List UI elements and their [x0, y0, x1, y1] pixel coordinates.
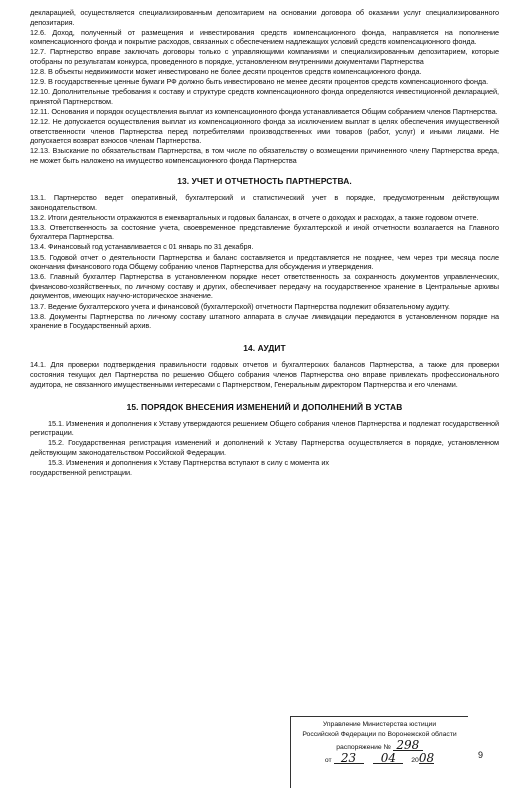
section-14-body [30, 360, 499, 389]
paragraph: 15.3. Изменения и дополнения к Уставу Партнерства вступают в силу с момента их государственной регистрации. [30, 457, 329, 477]
stamp-year: 08 [418, 751, 435, 765]
stamp-year-prefix: 20 [411, 757, 419, 764]
stamp-line: Управление Министерства юстиции [322, 721, 437, 728]
paragraph: 13.2. Итоги деятельности отражаются в ежеквартальных и годовых балансах, в отчете о доходах и расходах, а также годовом отчете. [30, 212, 479, 222]
section-13-heading: 13. УЧЕТ И ОТЧЕТНОСТЬ ПАРТНЕРСТВА. [177, 176, 352, 186]
stamp-month: 04 [373, 753, 403, 764]
paragraph: 14.1. Для проверки подтверждения правильности годовых отчетов и бухгалтерских балансов Партнерства, а также для проверки состояния текущих дел Партнерства по решению Общего собрания членов Партнерства оно вправе привлекать профессионального аудитора, не связанного имущественными интересами с Партнерством, Генеральным директором Партнерства и его членами. [30, 360, 499, 389]
paragraph: 12.12. Не допускается осуществления выплат из компенсационного фонда за исключением выплат в целях обеспечения имущественной ответственности членов Партнерства перед потребителями производственных ими товаров (работ, услуг) и иными лицами. Не допускается возврат взносов членам Партнерства. [30, 117, 499, 146]
stamp-reg-number: 298 [393, 740, 423, 751]
section-15-heading: 15. ПОРЯДОК ВНЕСЕНИЯ ИЗМЕНЕНИЙ И ДОПОЛНЕНИЙ В УСТАВ [126, 401, 403, 412]
paragraph: 13.7. Ведение бухгалтерского учета и финансовой (бухгалтерской) отчетности Партнерства подлежит обязательному аудиту. [30, 301, 450, 311]
registration-stamp [290, 716, 468, 788]
section-13-body [30, 193, 499, 331]
paragraph: 13.5. Годовой отчет о деятельности Партнерства и баланс составляется и представляется не позднее, чем через три месяца после окончания финансового года Общему собранию членов Партнерства для обсуждения и утверждения. [30, 252, 499, 272]
section-14-heading: 14. АУДИТ [243, 343, 286, 354]
section-12-continuation [30, 8, 499, 166]
stamp-date-prefix: от [324, 757, 332, 764]
paragraph: 12.8. В объекты недвижимости может инвестировано не более десяти процентов средств компенсационного фонда. [30, 67, 422, 77]
paragraph: 12.6. Доход, полученный от размещения и инвестирования средств компенсационного фонда, направляется на пополнение компенсационного фонда и покрытие расходов, связанных с обеспечением надлежащих условий средств компенсационного фонда. [30, 27, 499, 47]
paragraph: 13.6. Главный бухгалтер Партнерства в установленном порядке несет ответственность за сохранность документов управленческих, финансово-хозяйственных, по личному составу и других, обеспечивает передачу на государственное хранение в Центральные архивы документов, имеющих научно-историческое значение. [30, 272, 499, 301]
paragraph: 13.1. Партнерство ведет оперативный, бухгалтерский и статистический учет в порядке, предусмотренным действующим законодательством. [30, 193, 499, 212]
paragraph: 13.3. Ответственность за состояние учета, своевременное представление бухгалтерской и иной отчетности возлагается на Главного бухгалтера Партнерства. [30, 222, 499, 242]
paragraph: 15.2. Государственная регистрация изменений и дополнений к Уставу Партнерства осуществляется в порядке, установленном действующим законодательством Российской Федерации. [30, 438, 499, 457]
stamp-date-row [291, 753, 468, 766]
paragraph: декларацией, осуществляется специализированным депозитарием на основании договора об оказании услуг специализированного депозитария. [30, 8, 499, 27]
page-number: 9 [478, 750, 484, 760]
section-15-body [30, 419, 499, 478]
stamp-registration-row [291, 740, 468, 753]
stamp-reg-label: распоряжение № [336, 744, 391, 751]
paragraph: 13.4. Финансовый год устанавливается с 01 январь по 31 декабря. [30, 242, 254, 252]
paragraph: 12.11. Основания и порядок осуществления выплат из компенсационного фонда устанавливается Общим собранием членов Партнерства. [30, 106, 498, 116]
paragraph: 12.10. Дополнительные требования к составу и структуре средств компенсационного фонда определяются инвестиционной декларацией, принятой Партнерством. [30, 87, 499, 106]
paragraph: 12.13. Взыскание по обязательствам Партнерства, в том числе по обязательству о возмещении причиненного члену Партнерства вреда, не может быть наложено на имущество компенсационного фонда Партнерства [30, 146, 499, 165]
stamp-line: Российской Федерации по Воронежской области [302, 731, 457, 738]
document-page [30, 8, 499, 478]
paragraph: 12.9. В государственные ценные бумаги РФ должно быть инвестировано не менее десяти процентов средств компенсационного фонда. [30, 77, 489, 87]
stamp-day: 23 [334, 753, 364, 764]
paragraph: 12.7. Партнерство вправе заключать договоры только с управляющими компаниями и специализированным депозитарием, которые отобраны по результатам конкурса, проведенного в порядке, установленном внутренними документами Партнерства [30, 47, 499, 66]
paragraph: 13.8. Документы Партнерства по личному составу штатного аппарата в случае ликвидации передаются в установленном порядке на хранение в Государственный архив. [30, 311, 499, 331]
paragraph: 15.1. Изменения и дополнения к Уставу утверждаются решением Общего собрания членов Партнерства и подлежат государственной регистрации. [30, 418, 499, 438]
